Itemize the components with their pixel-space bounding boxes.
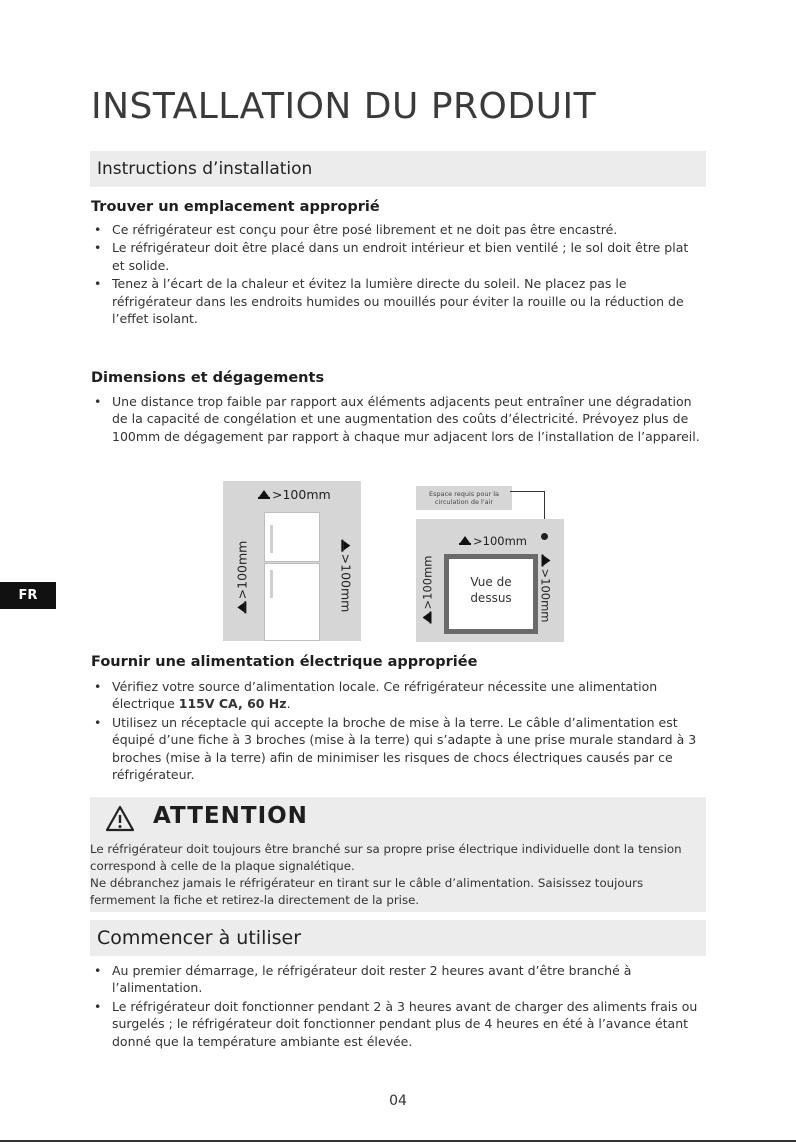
- wall-arrow-icon: [259, 490, 269, 497]
- clearance-left-label: >100mm: [421, 556, 435, 623]
- top-view-label: Vue de dessus: [470, 575, 512, 605]
- wall-arrow-icon: [423, 613, 430, 623]
- subheading-power: Fournir une alimentation électrique appropriée: [91, 654, 478, 670]
- bottom-rule: [0, 1140, 796, 1142]
- wall-arrow-icon: [343, 541, 350, 551]
- list-item: • Le réfrigérateur doit être placé dans un endroit intérieur et bien ventilé ; le sol doit être plat et solide.: [91, 239, 703, 274]
- location-list: [91, 221, 703, 328]
- wall-arrow-icon: [460, 536, 470, 543]
- page-number: 04: [389, 1093, 407, 1109]
- list-item: • Utilisez un réceptacle qui accepte la broche de mise à la terre. Le câble d’alimentation est équipé d’une fiche à 3 broches (mise à la terre) qui s’adapte à une prise murale standard à 3 broches (mise à la terre) afin de minimiser les risques de chocs électriques causés par ce réfrigérateur.: [91, 714, 703, 784]
- clearance-top-label: >100mm: [460, 534, 527, 548]
- callout-leader: [510, 491, 545, 492]
- top-view-box: [444, 554, 538, 634]
- clearance-right-label: >100mm: [338, 541, 353, 613]
- warning-icon: [105, 805, 135, 832]
- subheading-location: Trouver un emplacement approprié: [91, 199, 380, 215]
- power-list: [91, 678, 703, 784]
- list-item: • Le réfrigérateur doit fonctionner pendant 2 à 3 heures avant de charger des aliments frais ou surgelés ; le réfrigérateur doit fonctionner pendant plus de 4 heures en été à l’avance étant donné que la température ambiante est élevée.: [91, 998, 703, 1050]
- clearance-top-label: >100mm: [259, 487, 331, 502]
- fridge-lower-door: [264, 563, 320, 641]
- subheading-dimensions: Dimensions et dégagements: [91, 370, 325, 386]
- list-item: • Ce réfrigérateur est conçu pour être posé librement et ne doit pas être encastré.: [91, 221, 703, 238]
- attention-box: [90, 797, 706, 912]
- door-handle: [270, 570, 273, 598]
- start-list: [91, 962, 703, 1051]
- airflow-callout: Espace requis pour la circulation de l'air: [416, 486, 512, 510]
- wall-arrow-icon: [237, 602, 244, 612]
- list-item: • Tenez à l’écart de la chaleur et évitez la lumière directe du soleil. Ne placez pas le réfrigérateur dans les endroits humides ou mouillés pour éviter la rouille ou la réduction de l’effet isolant.: [91, 275, 703, 327]
- list-item: • Vérifiez votre source d’alimentation locale. Ce réfrigérateur nécessite une alimentation électrique 115V CA, 60 Hz.: [91, 678, 703, 713]
- attention-line: Le réfrigérateur doit toujours être branché sur sa propre prise électrique individuelle dont la tension correspond à celle de la plaque signalétique.: [90, 842, 682, 873]
- list-item: • Une distance trop faible par rapport aux éléments adjacents peut entraîner une dégradation de la capacité de congélation et une augmentation des coûts d’électricité. Prévoyez plus de 100mm de dégagement par rapport à chaque mur adjacent lors de l’installation de l’appareil.: [91, 393, 703, 445]
- section-header-installation: Instructions d’installation: [90, 151, 706, 187]
- attention-line: Ne débranchez jamais le réfrigérateur en tirant sur le câble d’alimentation. Saisissez toujours fermement la fiche et retirez-la directement de la prise.: [90, 876, 644, 907]
- attention-text: [90, 841, 700, 909]
- dimensions-list: [91, 393, 703, 446]
- list-item: • Au premier démarrage, le réfrigérateur doit rester 2 heures avant d’être branché à l’alimentation.: [91, 962, 703, 997]
- clearance-right-label: >100mm: [539, 556, 553, 623]
- clearance-diagram-front: [223, 481, 361, 641]
- wall-arrow-icon: [544, 556, 551, 566]
- section-header-start: Commencer à utiliser: [90, 920, 706, 956]
- voltage-spec: 115V CA, 60 Hz: [178, 696, 287, 712]
- door-handle: [270, 525, 273, 553]
- clearance-left-label: >100mm: [234, 541, 249, 613]
- callout-dot: [541, 533, 548, 540]
- attention-title: ATTENTION: [153, 803, 308, 829]
- fridge-upper-door: [264, 512, 320, 562]
- language-tab: FR: [0, 582, 56, 609]
- page-title: INSTALLATION DU PRODUIT: [91, 86, 597, 127]
